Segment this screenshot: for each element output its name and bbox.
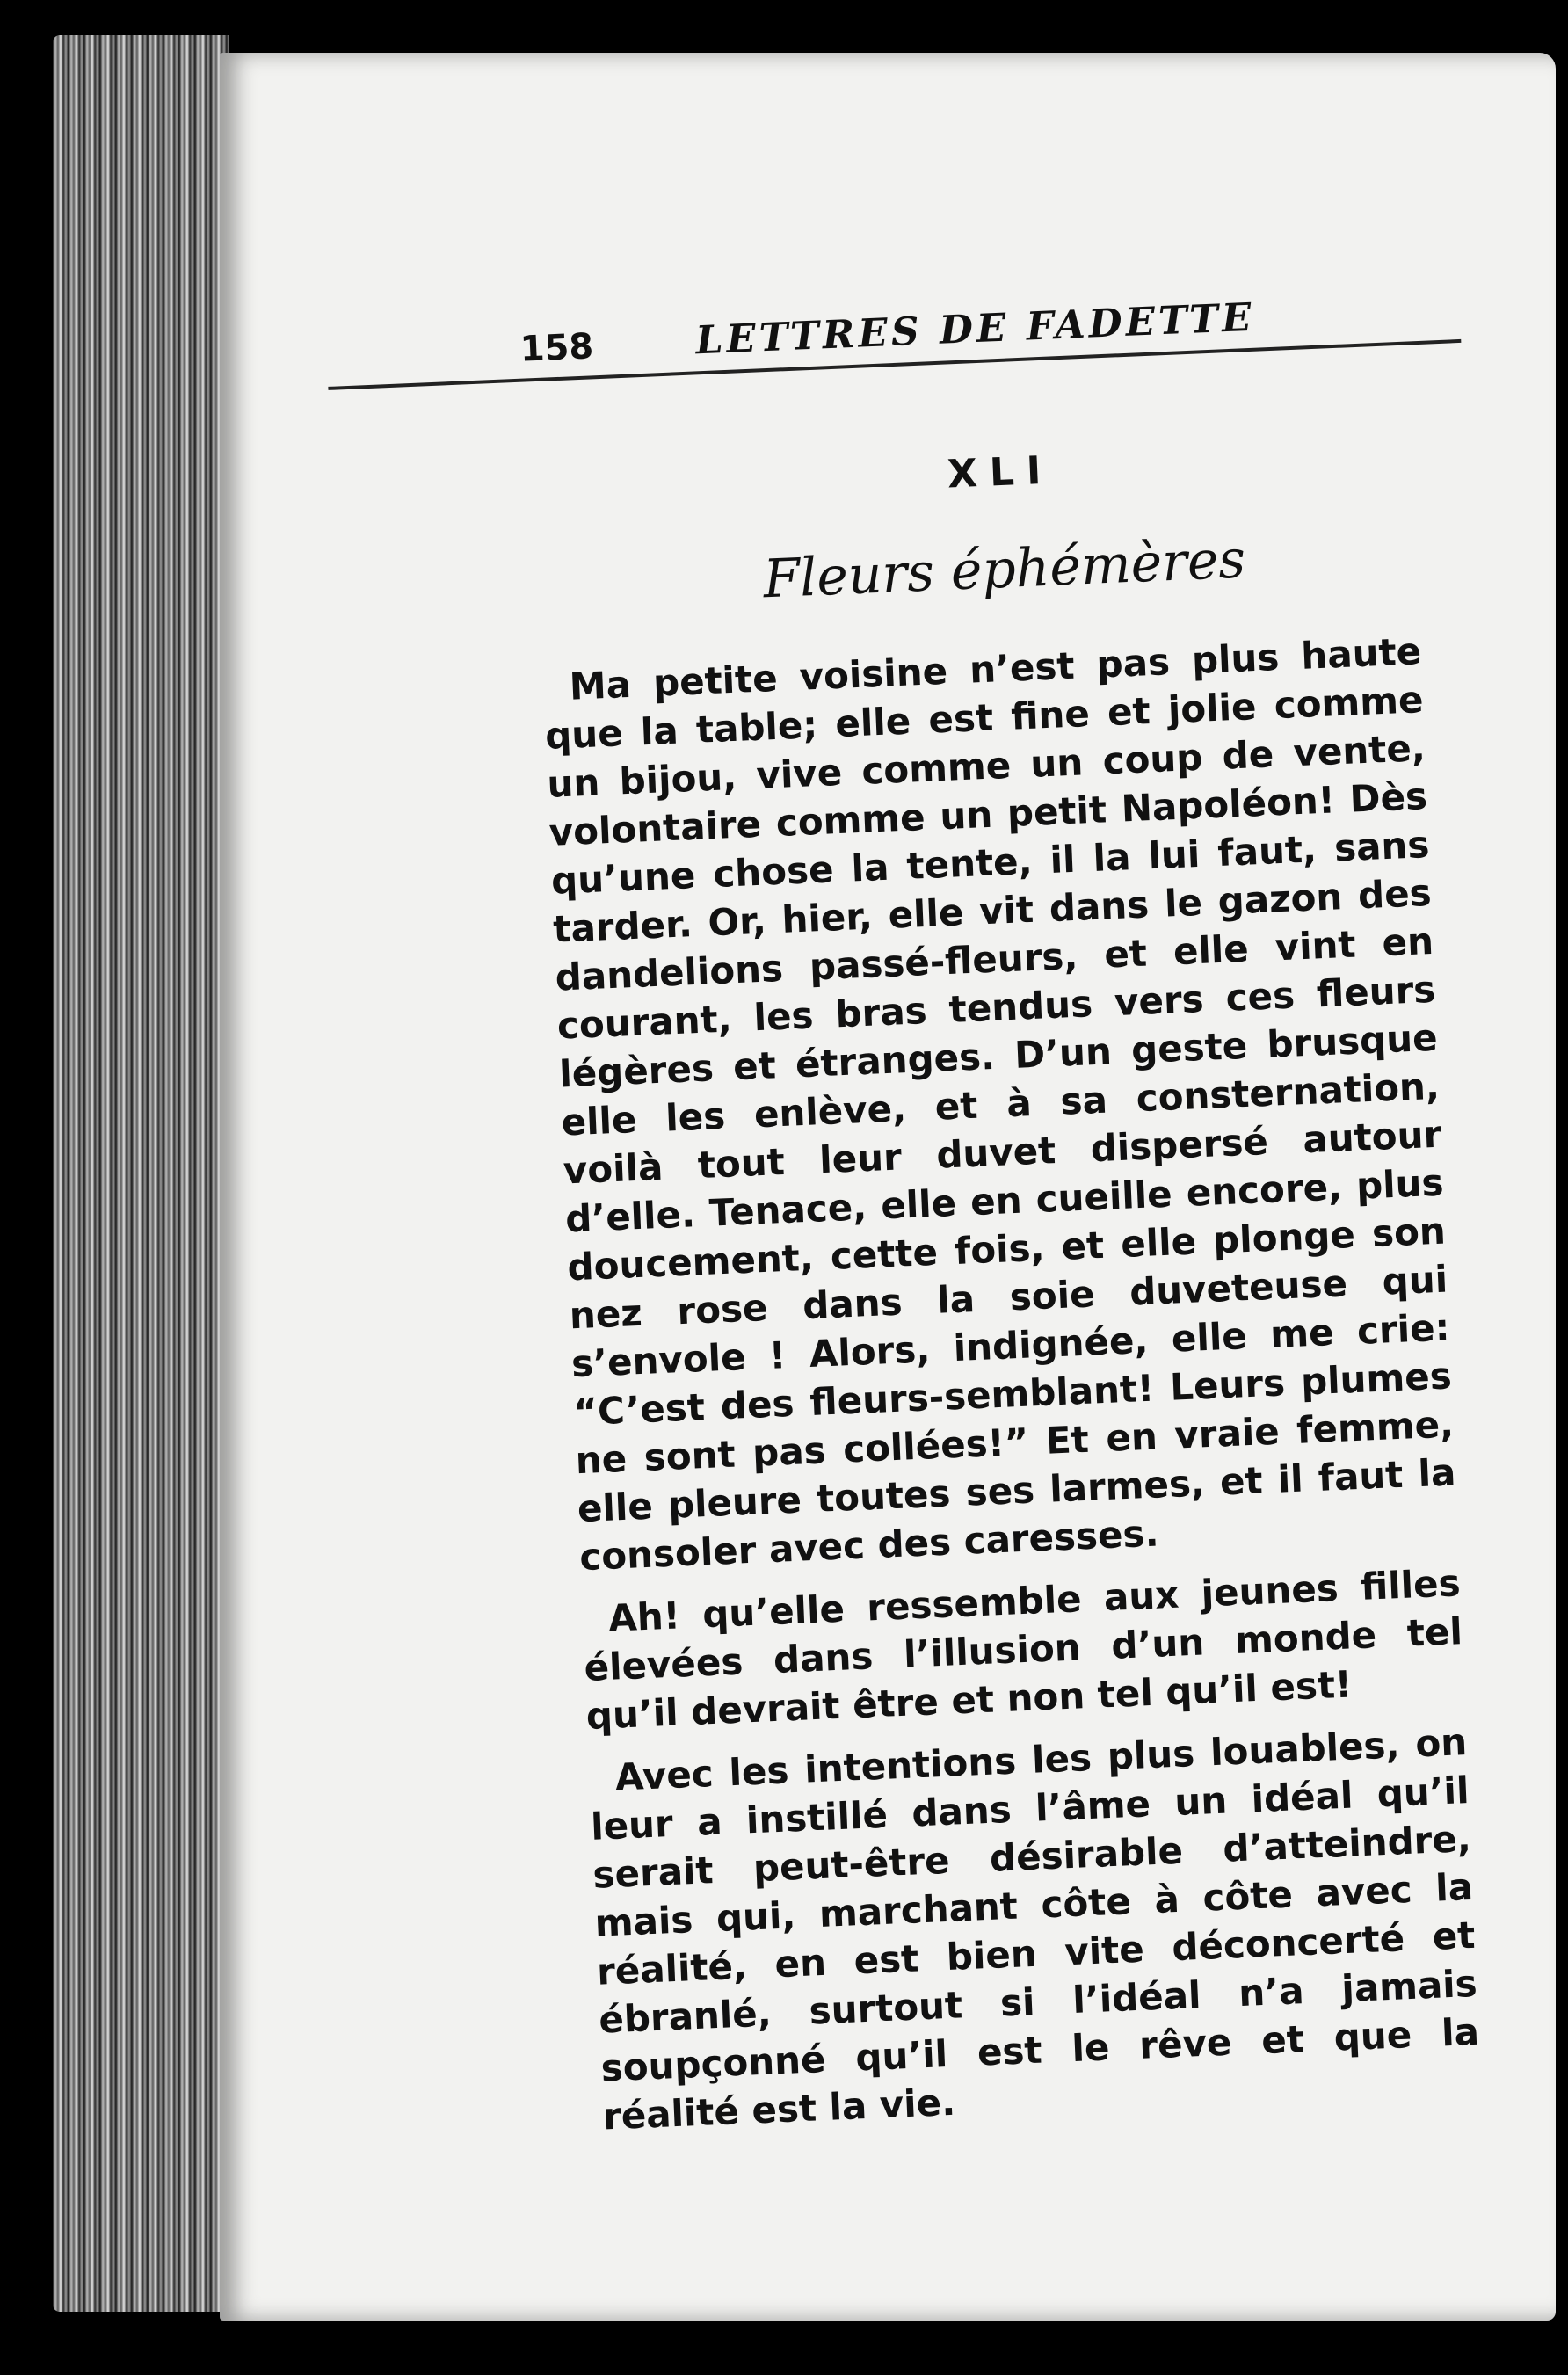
paragraph: Ah! qu’elle ressemble aux jeunes filles élevées dans l’illusion d’un monde tel qu’il devrait être et non tel qu’il est!: [583, 1561, 1463, 1738]
chapter-number: XLI: [946, 447, 1055, 498]
paragraph: Ma petite voisine n’est pas plus haute que la table; elle est fine et jolie comme un bijou, vive comme un coup de vente, volontaire comme un petit Napoléon! Dès qu’une chose la tente, il la lui faut, sans tarder. Or, hier, elle vit dans le gazon des dandelions passé-fleurs, et elle vint en courant, les bras tendus vers ces fleurs légères et étranges. D’un geste brusque elle les enlève, et à sa consternation, voilà tout leur duvet dispersé autour d’elle. Tenace, elle en cueille encore, plus doucement, cette fois, et elle plonge son nez rose dans la soie duveteuse qui s’envole ! Alors, indignée, elle me crie: “C’est des fleurs-semblant! Leurs plumes ne sont pas collées!” Et en vraie femme, elle pleure toutes ses larmes, et il faut la consoler avec des caresses.: [544, 629, 1457, 1580]
chapter-title: Fleurs éphémères: [762, 528, 1247, 611]
body-text: [542, 627, 1483, 2140]
book-spine: [53, 35, 229, 2312]
running-title: LETTRES DE FADETTE: [694, 294, 1256, 364]
paragraph: Avec les intentions les plus louables, on leur a instillé dans l’âme un idéal qu’il serait peut-être désirable d’atteindre, mais qui, marchant côte à côte avec la réalité, en est bien vite déconcerté et ébranlé, surtout si l’idéal n’a jamais soupçonné qu’il est le rêve et que la réalité est la vie.: [590, 1720, 1480, 2139]
page-content: [325, 269, 1532, 2139]
page-number: 158: [519, 326, 595, 370]
